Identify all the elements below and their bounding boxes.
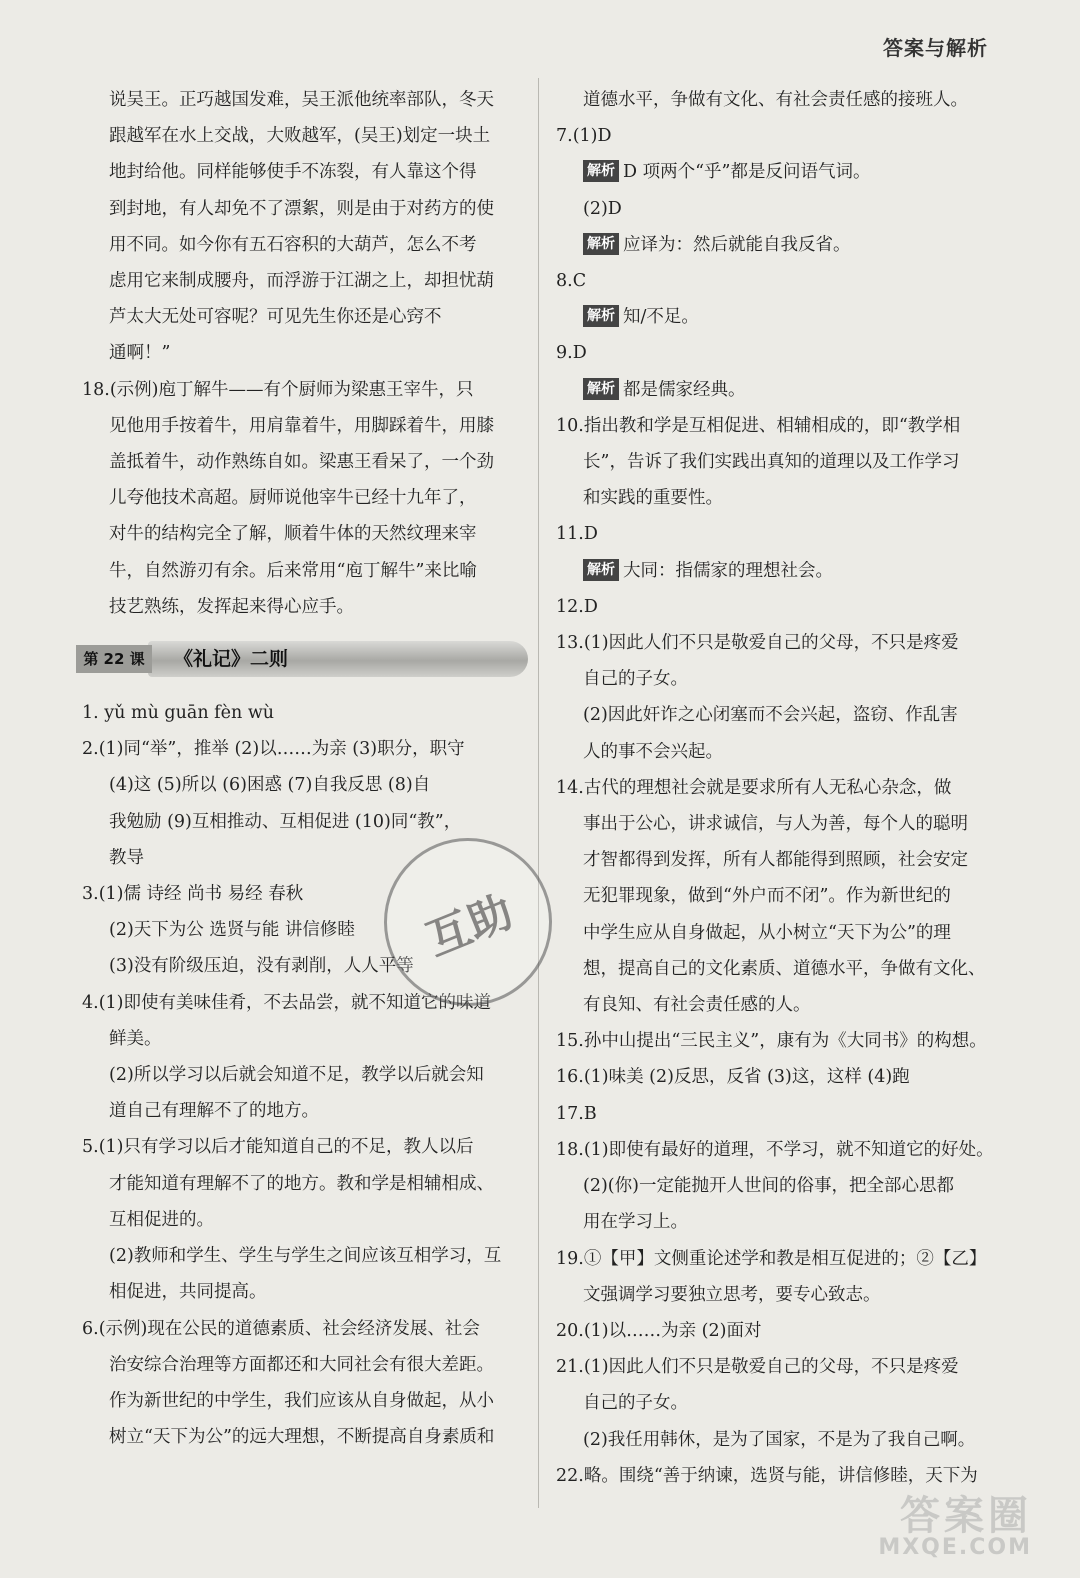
text-line: 7.(1)D — [556, 126, 612, 147]
text-line: 文强调学习要独立思考，要专心致志。 — [583, 1284, 881, 1305]
text-line: 21.(1)因此人们不只是敬爱自己的父母，不只是疼爱 — [556, 1357, 959, 1378]
right-column — [556, 82, 996, 1494]
text-line: 才能知道有理解不了的地方。教和学是相辅相成、 — [109, 1173, 494, 1194]
text-line: 鲜美。 — [109, 1028, 162, 1049]
text-line: 3.(1)儒 诗经 尚书 易经 春秋 — [82, 884, 304, 905]
text-line: 15.孙中山提出“三民主义”，康有为《大同书》的构想。 — [556, 1031, 987, 1052]
analysis-text: 应译为：然后就能自我反省。 — [623, 234, 851, 255]
text-line: 教导 — [109, 847, 144, 868]
text-line: (3)没有阶级压迫，没有剥削，人人平等 — [109, 956, 414, 977]
text-line: 到封地，有人却免不了漂絮，则是由于对药方的使 — [109, 198, 494, 219]
left-column — [82, 82, 522, 1455]
lesson-heading — [76, 641, 522, 681]
text-line: 说吴王。正巧越国发难，吴王派他统率部队，冬天 — [109, 90, 494, 110]
text-line: 用在学习上。 — [583, 1212, 688, 1233]
text-line: (2)因此奸诈之心闭塞而不会兴起，盗窃、作乱害 — [583, 705, 958, 726]
analysis-line — [556, 154, 996, 190]
text-line: (4)这 (5)所以 (6)困惑 (7)自我反思 (8)自 — [109, 775, 431, 796]
analysis-line — [556, 553, 996, 589]
text-line: 8.C — [556, 271, 587, 292]
text-line: 16.(1)味美 (2)反思，反省 (3)这，这样 (4)跑 — [556, 1067, 910, 1088]
text-line: 道自己有理解不了的地方。 — [109, 1101, 319, 1122]
text-line: 12.D — [556, 596, 598, 617]
text-line: 22.略。围绕“善于纳谏，选贤与能，讲信修睦，天下为 — [556, 1465, 978, 1486]
text-line: 6.(示例)现在公民的道德素质、社会经济发展、社会 — [82, 1318, 480, 1339]
text-line: 自己的子女。 — [583, 1393, 688, 1414]
site-logo-watermark — [878, 1484, 1032, 1560]
column-divider — [538, 78, 539, 1508]
analysis-line — [556, 227, 996, 263]
text-line: (2)教师和学生、学生与学生之间应该互相学习，互 — [109, 1246, 502, 1267]
analysis-line — [556, 299, 996, 335]
text-line: 想，提高自己的文化素质、道德水平，争做有文化、 — [583, 958, 986, 979]
analysis-tag: 解析 — [583, 305, 619, 327]
text-line: 13.(1)因此人们不只是敬爱自己的父母，不只是疼爱 — [556, 633, 959, 654]
text-line: 2.(1)同“举”，推举 (2)以……为亲 (3)职分，职守 — [82, 739, 465, 760]
text-line: 用不同。如今你有五石容积的大葫芦，怎么不考 — [109, 234, 477, 255]
analysis-tag: 解析 — [583, 233, 619, 255]
text-line: 治安综合治理等方面都还和大同社会有很大差距。 — [109, 1354, 494, 1375]
logo-text: 答案圈 — [900, 1493, 1032, 1539]
page-header: 答案与解析 — [883, 36, 988, 60]
analysis-text: 大同：指儒家的理想社会。 — [623, 560, 833, 581]
text-line: (2)我任用韩休，是为了国家，不是为了我自己啊。 — [583, 1429, 976, 1450]
analysis-line — [556, 372, 996, 408]
text-line: 道德水平，争做有文化、有社会责任感的接班人。 — [583, 90, 968, 110]
text-line: 相促进，共同提高。 — [109, 1282, 267, 1303]
text-line: 见他用手按着牛，用肩靠着牛，用脚踩着牛，用膝 — [109, 415, 494, 436]
text-line: 通啊！” — [109, 343, 171, 364]
text-line: 跟越军在水上交战，大败越军，(吴王)划定一块土 — [109, 126, 491, 147]
text-line: 有良知、有社会责任感的人。 — [583, 995, 811, 1016]
text-line: 对牛的结构完全了解，顺着牛体的天然纹理来宰 — [109, 524, 477, 545]
text-line: 17.B — [556, 1103, 597, 1124]
text-line: 4.(1)即使有美味佳肴，不去品尝，就不知道它的味道 — [82, 992, 491, 1013]
text-line: 10.指出教和学是互相促进、相辅相成的，即“教学相 — [556, 415, 961, 436]
text-line: 人的事不会兴起。 — [583, 741, 723, 762]
text-line: 技艺熟练，发挥起来得心应手。 — [109, 596, 354, 617]
text-line: 5.(1)只有学习以后才能知道自己的不足，教人以后 — [82, 1137, 474, 1158]
text-line: 18.(示例)庖丁解牛——有个厨师为梁惠王宰牛，只 — [82, 379, 474, 400]
text-line: 中学生应从自身做起，从小树立“天下为公”的理 — [583, 922, 951, 943]
text-line: (2)天下为公 选贤与能 讲信修睦 — [109, 920, 355, 941]
text-line: 地封给他。同样能够使手不冻裂，有人靠这个得 — [109, 162, 477, 183]
text-line: 互相促进的。 — [109, 1209, 214, 1230]
analysis-tag: 解析 — [583, 160, 619, 182]
text-line: 长”，告诉了我们实践出真知的道理以及工作学习 — [583, 452, 960, 473]
text-line: (2)D — [583, 198, 622, 219]
analysis-text: 知/不足。 — [623, 307, 699, 328]
text-line: 我勉励 (9)互相推动、互相促进 (10)同“教”， — [109, 811, 462, 832]
text-line: 11.D — [556, 524, 598, 545]
text-line: 作为新世纪的中学生，我们应该从自身做起，从小 — [109, 1390, 494, 1411]
lesson-number: 第 22 课 — [76, 645, 152, 673]
analysis-tag: 解析 — [583, 378, 619, 400]
text-line: 1. yǔ mù guān fèn wù — [82, 703, 275, 724]
text-line: 18.(1)即使有最好的道理，不学习，就不知道它的好处。 — [556, 1139, 994, 1160]
text-line: 19.①【甲】文侧重论述学和教是相互促进的；②【乙】 — [556, 1248, 987, 1269]
logo-url: MXQE.COM — [878, 1535, 1032, 1560]
text-line: 自己的子女。 — [583, 669, 688, 690]
text-line: 事出于公心，讲求诚信，与人为善，每个人的聪明 — [583, 814, 968, 835]
text-line: (2)(你)一定能抛开人世间的俗事，把全部心思都 — [583, 1176, 954, 1197]
text-line: (2)所以学习以后就会知道不足，教学以后就会知 — [109, 1065, 484, 1086]
analysis-tag: 解析 — [583, 559, 619, 581]
text-line: 和实践的重要性。 — [583, 488, 723, 509]
text-line: 无犯罪现象，做到“外户而不闭”。作为新世纪的 — [583, 886, 951, 907]
text-line: 儿夸他技术高超。厨师说他宰牛已经十九年了， — [109, 488, 477, 509]
text-line: 14.古代的理想社会就是要求所有人无私心杂念，做 — [556, 777, 952, 798]
text-line: 才智都得到发挥，所有人都能得到照顾，社会安定 — [583, 850, 968, 871]
text-line: 9.D — [556, 343, 587, 364]
stamp-text: 互助 — [419, 886, 521, 967]
lesson-title: 《礼记》二则 — [174, 648, 289, 671]
text-line: 20.(1)以……为亲 (2)面对 — [556, 1320, 762, 1341]
analysis-text: D 项两个“乎”都是反问语气词。 — [623, 162, 871, 183]
text-line: 盖抵着牛，动作熟练自如。梁惠王看呆了，一个劲 — [109, 452, 494, 473]
text-line: 树立“天下为公”的远大理想，不断提高自身素质和 — [109, 1427, 495, 1448]
analysis-text: 都是儒家经典。 — [623, 379, 746, 400]
text-line: 芦太大无处可容呢？可见先生你还是心窍不 — [109, 307, 442, 328]
text-line: 牛，自然游刃有余。后来常用“庖丁解牛”来比喻 — [109, 560, 477, 581]
text-line: 虑用它来制成腰舟，而浮游于江湖之上，却担忧葫 — [109, 271, 494, 292]
